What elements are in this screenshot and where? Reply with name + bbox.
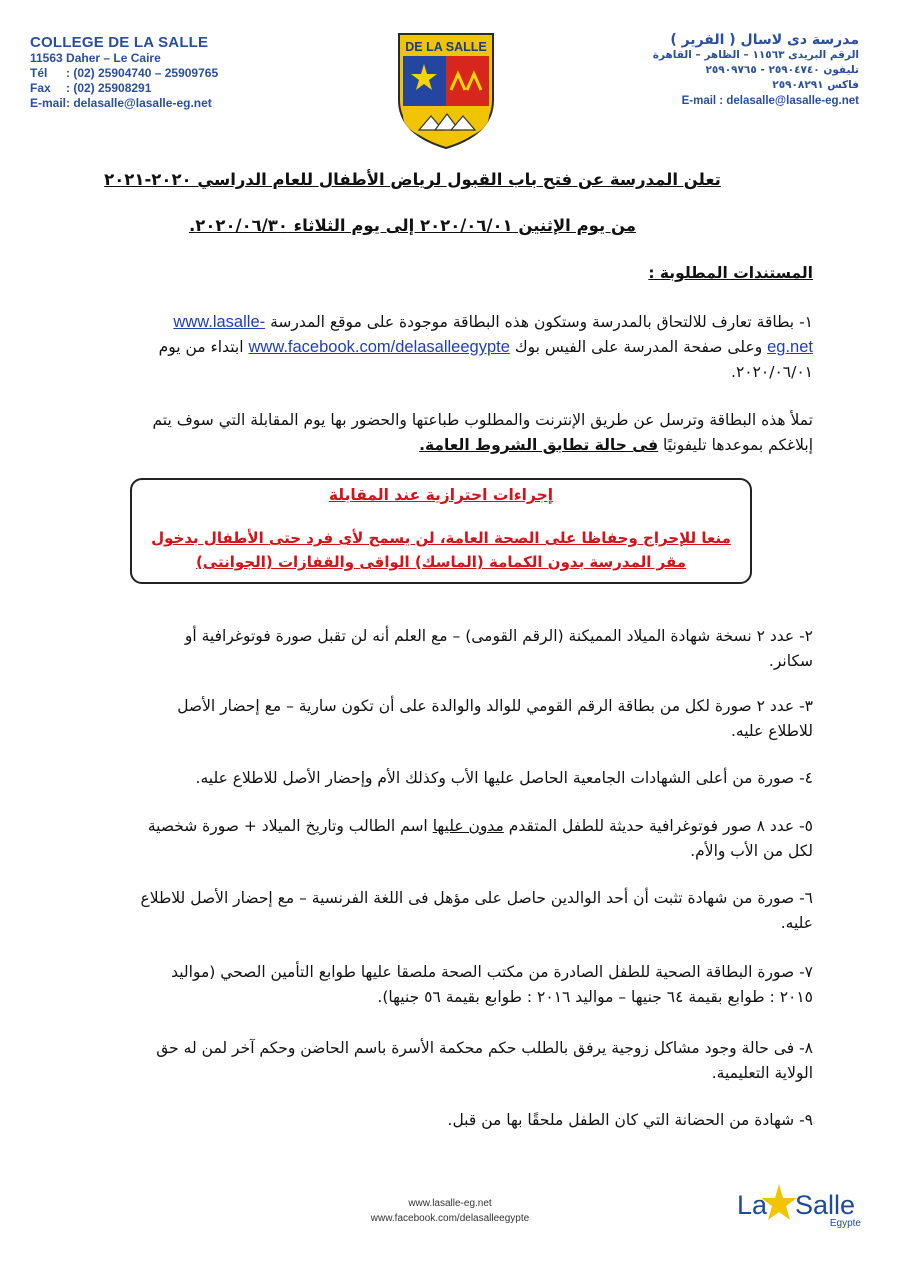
- fax-fr: [30, 81, 360, 96]
- list-item-6: [137, 886, 813, 936]
- logo-la: La: [737, 1190, 768, 1220]
- item-number: ٨-: [799, 1039, 813, 1057]
- item-text: صورة من شهادة تثبت أن أحد الوالدين حاصل على مؤهل فى اللغة الفرنسية – مع إحضار الأصل للاطلاع عليه.: [140, 889, 813, 932]
- item-text-underlined: مدون عليها: [432, 817, 504, 835]
- fill-note-text: تملأ هذه البطاقة وترسل عن طريق الإنترنت والمطلوب طباعتها والحضور بها يوم المقابلة التي سوف يتم إبلاغكم بموعدها تليفونيًا: [152, 411, 813, 454]
- item-text: ابتداء من يوم ٢٠٢٠/٠٦/٠١.: [158, 338, 813, 381]
- item-text: صورة البطاقة الصحية للطفل الصادرة من مكتب الصحة ملصقا عليها طوابع التأمين الصحي (مواليد ٢٠١٥ : طوابع بقيمة ٦٤ جنيها – مواليد ٢٠١٦ : طوابع بقيمة ٥٦ جنيها).: [171, 963, 813, 1006]
- item-number: ٣-: [799, 697, 813, 715]
- tel-fr: [30, 66, 360, 81]
- tel-label: Tél: [30, 66, 48, 80]
- item-number: ١-: [799, 313, 813, 331]
- fill-note-bold: فى حالة تطابق الشروط العامة.: [419, 436, 659, 454]
- item-text: بطاقة تعارف للالتحاق بالمدرسة وستكون هذه البطاقة موجودة على موقع المدرسة: [270, 313, 795, 331]
- item-text: فى حالة وجود مشاكل زوجية يرفق بالطلب حكم محكمة الأسرة باسم الحاضن وحكم آخر لمن له حق الولاية التعليمية.: [156, 1039, 813, 1082]
- address-fr: 11563 Daher – Le Caire: [30, 51, 161, 65]
- header-right-contact: [599, 32, 859, 107]
- email-ar: E-mail : delasalle@lasalle-eg.net: [681, 95, 859, 107]
- precautions-title: إجراءات احترازية عند المقابلة: [328, 486, 554, 504]
- list-item-7: [137, 960, 813, 1010]
- item-number: ٢-: [799, 627, 813, 645]
- school-name-ar: مدرسة دى لاسال ( الفرير ): [670, 32, 859, 48]
- item-text: عدد ٢ صورة لكل من بطاقة الرقم القومي للوالد والوالدة على أن تكون سارية – مع إحضار الأصل للاطلاع عليه.: [177, 697, 813, 740]
- crest-shield-icon: [395, 30, 497, 150]
- item-text: صورة من أعلى الشهادات الجامعية الحاصل عليها الأب وكذلك الأم وإحضار الأصل للاطلاع عليه.: [195, 769, 795, 787]
- footer-links: [300, 1196, 600, 1226]
- precautions-body: منعا للإحراج وحفاظا على الصحة العامة، لن يسمح لأى فرد حتى الأطفال بدخول مقر المدرسة بدون الكمامة (الماسك) الواقى والقفازات (الجوانتى): [151, 529, 731, 571]
- item-text: شهادة من الحضانة التي كان الطفل ملحقًا بها من قبل.: [447, 1111, 795, 1129]
- list-item-3: [137, 694, 813, 744]
- logo-salle: Salle: [795, 1190, 856, 1220]
- list-item-8: [137, 1036, 813, 1086]
- facebook-link[interactable]: www.facebook.com/delasalleegypte: [248, 338, 510, 356]
- footer-site-link[interactable]: www.lasalle-eg.net: [408, 1198, 492, 1209]
- item-text: عدد ٨ صور فوتوغرافية حديثة للطفل المتقدم: [508, 817, 795, 835]
- fax-value: : (02) 25908291: [66, 81, 152, 95]
- school-name-fr: COLLEGE DE LA SALLE: [30, 34, 209, 51]
- item-text: وعلى صفحة المدرسة على الفيس بوك: [514, 338, 763, 356]
- footer-facebook-link[interactable]: www.facebook.com/delasalleegypte: [370, 1213, 530, 1224]
- item-number: ٦-: [799, 889, 813, 907]
- tel-ar: تليفون ٢٥٩٠٤٧٤٠ - ٢٥٩٠٩٧٦٥: [705, 64, 859, 76]
- item-number: ٧-: [799, 963, 813, 981]
- fax-label: Fax: [30, 81, 51, 95]
- list-item-1: [137, 310, 813, 385]
- crest-banner: DE LA SALLE: [405, 40, 487, 54]
- tel-value: : (02) 25904740 – 25909765: [66, 66, 219, 80]
- announcement-title: تعلن المدرسة عن فتح باب القبول لرياض الأطفال للعام الدراسي ٢٠٢٠-٢٠٢١: [104, 170, 721, 189]
- list-item-5: [137, 814, 813, 864]
- list-item-2: [137, 624, 813, 674]
- list-item-4: [137, 766, 813, 791]
- item-number: ٤-: [799, 769, 813, 787]
- item-number: ٥-: [799, 817, 813, 835]
- lasalle-logo: [735, 1178, 865, 1234]
- item-text: عدد ٢ نسخة شهادة الميلاد المميكنة (الرقم القومى) – مع العلم أنه لن تقبل صورة فوتوغرافية أو سكانر.: [184, 627, 813, 670]
- site-link[interactable]: www.lasalle-eg.net: [173, 313, 813, 356]
- documents-heading: المستندات المطلوبة :: [648, 264, 813, 282]
- list-item-9: [137, 1108, 813, 1133]
- school-crest: [395, 30, 497, 150]
- item-text: اسم الطالب وتاريخ الميلاد + صورة شخصية لكل من الأب والأم.: [147, 817, 813, 860]
- item-number: ٩-: [799, 1111, 813, 1129]
- address-ar: الرقم البريدى ١١٥٦٣ – الظاهر – القاهرة: [652, 49, 859, 61]
- lasalle-star-logo-icon: [735, 1178, 865, 1234]
- header-left-contact: [30, 34, 360, 111]
- fax-ar: فاكس ٢٥٩٠٨٢٩١: [772, 79, 859, 91]
- announcement-dates: من يوم الإثنين ٢٠٢٠/٠٦/٠١ إلى يوم الثلاثاء ٢٠٢٠/٠٦/٣٠.: [188, 216, 637, 235]
- fill-note: [137, 408, 813, 458]
- email-fr: E-mail: delasalle@lasalle-eg.net: [30, 96, 212, 110]
- logo-egypte: Egypte: [829, 1218, 861, 1229]
- precautions-box: [130, 478, 752, 584]
